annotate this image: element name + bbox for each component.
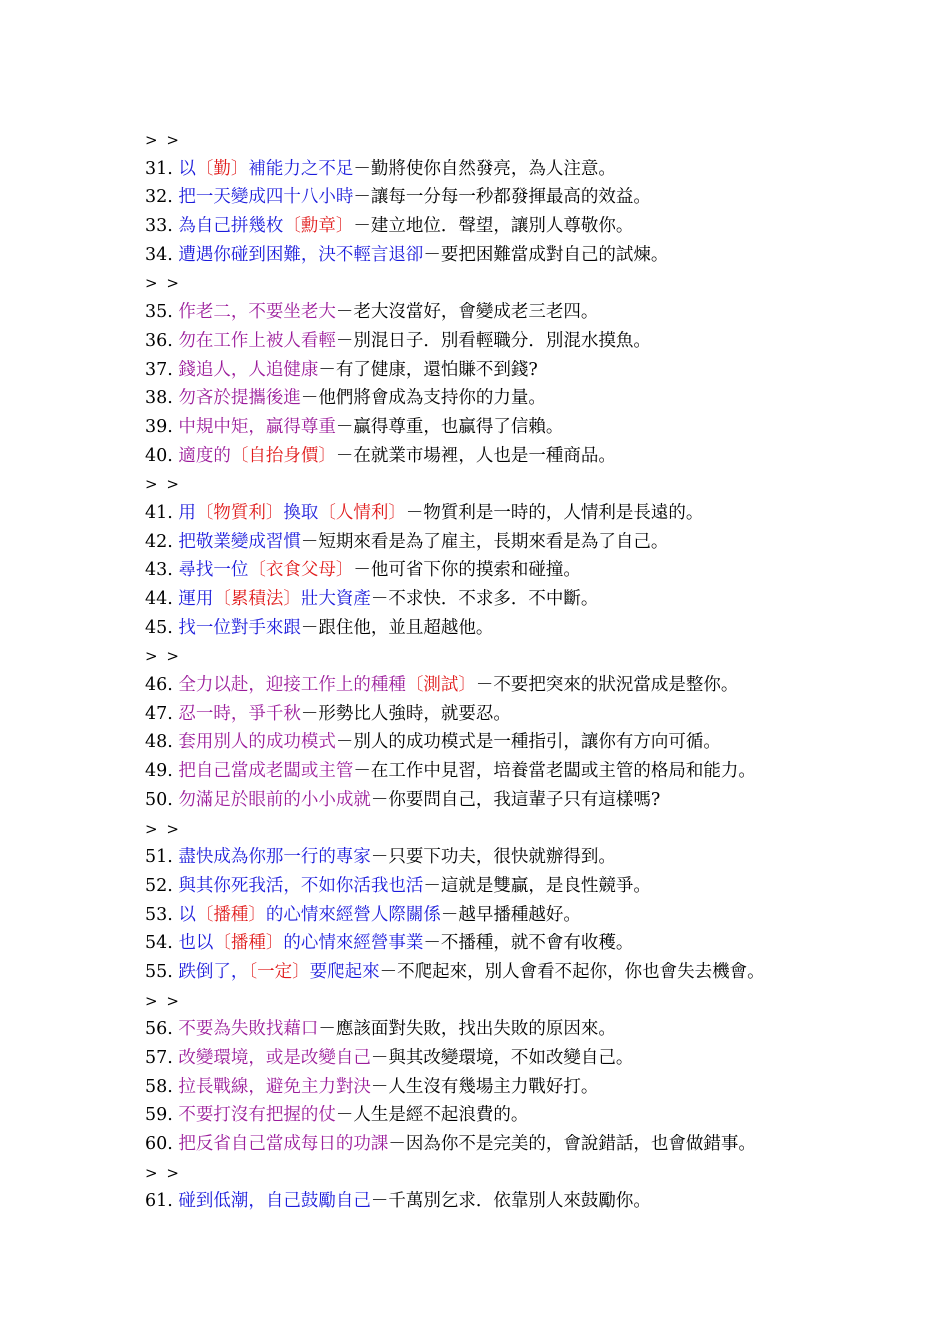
motto-item — [145, 872, 935, 901]
item-heading-segment: 尋找一位 — [178, 560, 249, 581]
item-number: 48. — [145, 732, 173, 753]
item-heading-segment: 〔自抬身價〕 — [230, 445, 336, 466]
item-heading-segment: 換取 — [283, 502, 319, 523]
item-explanation: －形勢比人強時，就要忍。 — [300, 703, 511, 724]
motto-item — [145, 528, 935, 557]
motto-item — [145, 499, 935, 528]
item-explanation: －不求快．不求多．不中斷。 — [370, 589, 599, 609]
motto-item — [145, 757, 935, 786]
item-heading-segment: 勿滿足於眼前的小小成就 — [178, 789, 371, 810]
item-heading-segment: 的心情來經營事業 — [283, 933, 424, 954]
motto-item — [145, 843, 935, 872]
item-number: 53. — [145, 904, 173, 925]
item-heading-segment: 要爬起來 — [309, 961, 380, 982]
motto-item — [145, 614, 935, 643]
item-number: 57. — [145, 1048, 173, 1068]
motto-item — [145, 929, 935, 958]
item-heading-segment: 〔測試〕 — [405, 675, 476, 696]
item-explanation: －因為你不是完美的，會說錯話，也會做錯事。 — [388, 1134, 756, 1155]
item-explanation: －讓每一分每一秒都發揮最高的效益。 — [353, 187, 651, 208]
item-explanation: －建立地位．聲望，讓別人尊敬你。 — [353, 216, 634, 237]
item-heading-segment: 套用別人的成功模式 — [178, 732, 336, 753]
item-number: 54. — [145, 933, 173, 954]
item-explanation: －在工作中見習，培養當老闆或主管的格局和能力。 — [353, 761, 756, 782]
item-explanation: －不要把突來的狀況當成是整你。 — [475, 675, 739, 696]
item-explanation: －贏得尊重，也贏得了信賴。 — [335, 416, 564, 437]
item-number: 56. — [145, 1019, 173, 1040]
item-heading-segment: 〔一定〕 — [248, 961, 310, 982]
item-heading-segment: 改變環境，或是改變自己 — [178, 1048, 371, 1068]
item-explanation: －人生是經不起浪費的。 — [335, 1105, 529, 1126]
item-explanation: －他們將會成為支持你的力量。 — [300, 388, 546, 409]
item-heading-segment: 中規中矩，贏得尊重 — [178, 416, 336, 437]
section-separator: > > — [145, 274, 181, 293]
item-heading-segment: 勿吝於提攜後進 — [178, 388, 301, 409]
item-heading-segment: 不要為失敗找藉口 — [178, 1019, 319, 1040]
item-explanation: －千萬別乞求．依靠別人來鼓勵你。 — [370, 1191, 651, 1212]
item-heading-segment: 全力以赴，迎接工作上的種種 — [178, 675, 406, 696]
item-heading-segment: 拉長戰線，避免主力對決 — [178, 1076, 371, 1097]
section-separator: > > — [145, 131, 181, 149]
item-heading-segment: 不要打沒有把握的仗 — [178, 1105, 336, 1126]
item-number: 32. — [145, 187, 173, 208]
item-number: 58. — [145, 1076, 173, 1097]
item-number: 47. — [145, 703, 173, 724]
item-explanation: －這就是雙贏，是良性競爭。 — [423, 875, 651, 896]
item-number: 61. — [145, 1191, 173, 1212]
item-explanation: －有了健康，還怕賺不到錢? — [318, 359, 538, 380]
item-heading-segment: 與其你死我活，不如你活我也活 — [178, 875, 424, 896]
section-separator: > > — [145, 1163, 181, 1182]
item-explanation: －不爬起來，別人會看不起你，你也會失去機會。 — [379, 961, 765, 982]
item-heading-segment: 也以 — [178, 933, 214, 954]
item-number: 43. — [145, 560, 173, 581]
motto-item — [145, 1044, 935, 1073]
item-heading-segment: 錢追人，人追健康 — [178, 359, 319, 380]
item-explanation: －只要下功夫，很快就辦得到。 — [370, 847, 616, 868]
item-number: 59. — [145, 1105, 173, 1126]
item-heading-segment: 運用 — [178, 589, 214, 609]
item-heading-segment: 適度的 — [178, 445, 231, 466]
item-explanation: －他可省下你的摸索和碰撞。 — [353, 560, 581, 581]
motto-item — [145, 212, 935, 241]
motto-item — [145, 327, 935, 356]
item-explanation: －與其改變環境，不如改變自己。 — [370, 1048, 634, 1068]
motto-item — [145, 241, 935, 270]
item-heading-segment: 把敬業變成習慣 — [178, 531, 301, 552]
item-explanation: －別人的成功模式是一種指引，讓你有方向可循。 — [335, 732, 721, 753]
item-explanation: －在就業市場裡，人也是一種商品。 — [335, 445, 616, 466]
section-separator: > > — [145, 991, 181, 1010]
item-heading-segment: 〔衣食父母〕 — [248, 560, 354, 581]
section-separator: > > — [145, 819, 181, 838]
section-separator: > > — [145, 475, 181, 494]
item-heading-segment: 以 — [178, 158, 196, 179]
item-number: 60. — [145, 1134, 173, 1155]
motto-item — [145, 958, 935, 987]
motto-item — [145, 1015, 935, 1044]
item-heading-segment: 補能力之不足 — [248, 158, 354, 179]
motto-item — [145, 901, 935, 930]
item-heading-segment: 碰到低潮，自己鼓勵自己 — [178, 1191, 371, 1212]
item-heading-segment: 跌倒了， — [178, 961, 249, 982]
motto-item — [145, 356, 935, 385]
item-heading-segment: 遭遇你碰到困難，決不輕言退卻 — [178, 244, 424, 265]
item-number: 34. — [145, 244, 173, 265]
item-heading-segment: 找一位對手來跟 — [178, 617, 301, 638]
item-heading-segment: 〔播種〕 — [213, 933, 284, 954]
item-number: 38. — [145, 388, 173, 409]
item-number: 42. — [145, 531, 173, 552]
item-heading-segment: 把反省自己當成每日的功課 — [178, 1134, 389, 1155]
item-explanation: －別混日子．別看輕職分．別混水摸魚。 — [335, 330, 651, 351]
motto-item — [145, 700, 935, 729]
motto-item — [145, 442, 935, 471]
motto-item — [145, 384, 935, 413]
item-heading-segment: 盡快成為你那一行的專家 — [178, 847, 371, 868]
item-heading-segment: 忍一時，爭千秋 — [178, 703, 301, 724]
motto-item — [145, 1073, 935, 1102]
item-heading-segment: 把自己當成老闆或主管 — [178, 761, 354, 782]
item-number: 33. — [145, 216, 173, 237]
section-separator: > > — [145, 647, 181, 666]
item-number: 36. — [145, 330, 173, 351]
item-heading-segment: 作老二，不要坐老大 — [178, 302, 336, 323]
motto-item — [145, 155, 935, 184]
item-explanation: －跟住他，並且超越他。 — [300, 617, 494, 638]
motto-item — [145, 1101, 935, 1130]
item-heading-segment: 把一天變成四十八小時 — [178, 187, 354, 208]
motto-list — [145, 126, 935, 1216]
motto-item — [145, 671, 935, 700]
motto-item — [145, 786, 935, 815]
item-explanation: －應該面對失敗，找出失敗的原因來。 — [318, 1019, 616, 1040]
item-number: 39. — [145, 416, 173, 437]
item-number: 40. — [145, 445, 173, 466]
item-heading-segment: 〔人情利〕 — [318, 502, 406, 523]
item-heading-segment: 以 — [178, 904, 196, 925]
item-number: 51. — [145, 847, 173, 868]
item-number: 55. — [145, 961, 173, 982]
item-heading-segment: 〔播種〕 — [195, 904, 266, 925]
item-number: 37. — [145, 359, 173, 380]
item-explanation: －勤將使你自然發亮，為人注意。 — [353, 158, 616, 179]
item-heading-segment: 為自己拼幾枚 — [178, 216, 284, 237]
motto-item — [145, 728, 935, 757]
item-number: 45. — [145, 617, 173, 638]
item-explanation: －要把困難當成對自己的試煉。 — [423, 244, 669, 265]
item-heading-segment: 的心情來經營人際關係 — [265, 904, 441, 925]
motto-item — [145, 585, 935, 614]
motto-item — [145, 1187, 935, 1216]
motto-item — [145, 413, 935, 442]
item-explanation: －短期來看是為了雇主，長期來看是為了自己。 — [300, 531, 669, 552]
item-number: 52. — [145, 875, 173, 896]
item-explanation: －越早播種越好。 — [440, 904, 581, 925]
item-number: 50. — [145, 789, 173, 810]
item-explanation: －物質利是一時的，人情利是長遠的。 — [405, 502, 704, 523]
item-number: 44. — [145, 589, 173, 609]
motto-item — [145, 183, 935, 212]
item-heading-segment: 〔勳章〕 — [283, 216, 354, 237]
item-heading-segment: 勿在工作上被人看輕 — [178, 330, 336, 351]
item-number: 31. — [145, 158, 173, 179]
item-explanation: －你要問自己，我這輩子只有這樣嗎? — [370, 789, 661, 810]
motto-item — [145, 298, 935, 327]
item-heading-segment: 壯大資產 — [300, 589, 371, 609]
item-number: 49. — [145, 761, 173, 782]
item-explanation: －人生沒有幾場主力戰好打。 — [370, 1076, 599, 1097]
item-heading-segment: 〔勤〕 — [195, 158, 249, 179]
item-number: 46. — [145, 675, 173, 696]
item-number: 35. — [145, 302, 173, 323]
item-explanation: －不播種，就不會有收穫。 — [423, 933, 634, 954]
item-heading-segment: 用 — [178, 502, 196, 523]
motto-item — [145, 1130, 935, 1159]
item-number: 41. — [145, 502, 173, 523]
motto-item — [145, 556, 935, 585]
item-heading-segment: 〔物質利〕 — [195, 502, 284, 523]
item-explanation: －老大沒當好，會變成老三老四。 — [335, 302, 599, 323]
item-heading-segment: 〔累積法〕 — [213, 589, 301, 609]
